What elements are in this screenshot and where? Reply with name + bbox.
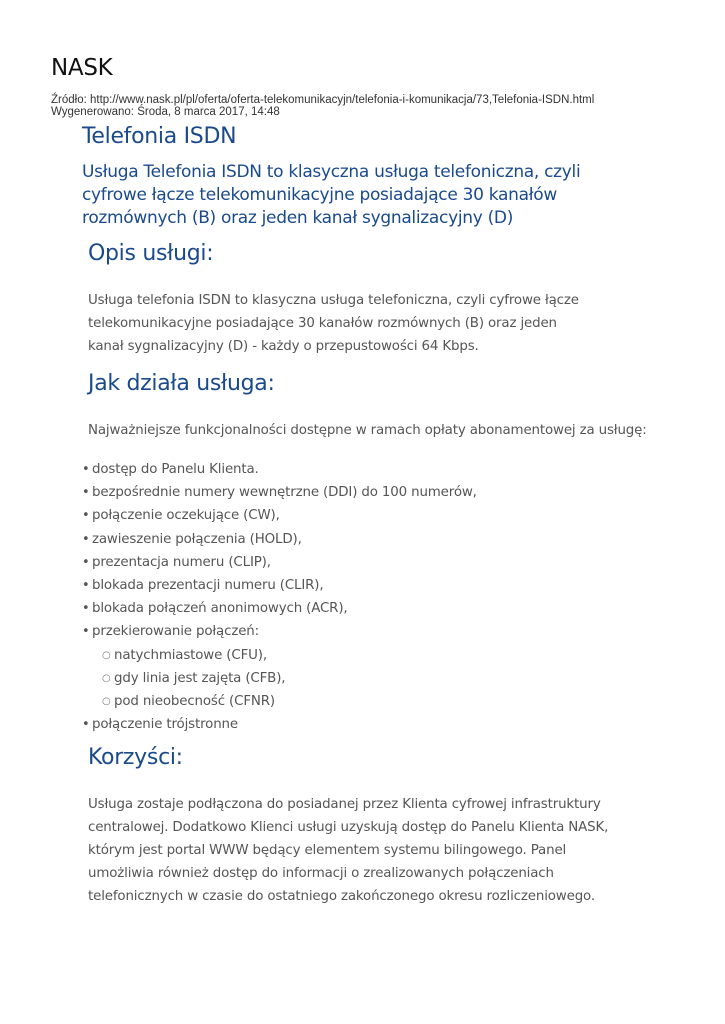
list-item-text: prezentacja numeru (CLIP), <box>92 554 271 570</box>
list-item <box>82 620 642 713</box>
list-item <box>82 481 642 504</box>
bullet-icon: • <box>82 578 90 594</box>
list-item <box>82 458 642 481</box>
page-title: Telefonia ISDN <box>82 124 237 149</box>
site-title: NASK <box>51 55 113 81</box>
sub-list-item-text: natychmiastowe (CFU), <box>114 647 267 663</box>
bullet-icon: • <box>82 624 90 640</box>
bullet-icon: • <box>82 508 90 524</box>
bullet-icon: • <box>82 554 90 570</box>
list-item-text: dostęp do Panelu Klienta. <box>92 462 259 477</box>
list-item <box>82 574 642 597</box>
list-item <box>82 528 642 551</box>
sub-list-item <box>102 667 642 690</box>
sub-list-item <box>102 690 642 713</box>
document-meta <box>51 94 594 118</box>
list-item-text: blokada połączeń anonimowych (ACR), <box>92 601 348 617</box>
section-heading-jak-dziala: Jak działa usługa: <box>88 371 275 396</box>
list-item-text: bezpośrednie numery wewnętrzne (DDI) do 100 numerów, <box>92 485 477 501</box>
sub-list-item-text: pod nieobecność (CFNR) <box>114 694 275 710</box>
bullet-icon: • <box>82 717 90 733</box>
lead-paragraph: Usługa Telefonia ISDN to klasyczna usługa telefoniczna, czyli cyfrowe łącze telekomunikacyjne posiadające 30 kanałów rozmównych (B) oraz jeden kanał sygnalizacyjny (D) <box>82 162 581 228</box>
article <box>82 122 662 904</box>
list-item-text: przekierowanie połączeń: <box>92 624 259 640</box>
bullet-icon: • <box>82 601 90 617</box>
source-line: Źródło: http://www.nask.pl/pl/oferta/oferta-telekomunikacyjn/telefonia-i-komunikacja/73,Telefonia-ISDN.html <box>51 94 595 106</box>
section-text-korzysci: Usługa zostaje podłączona do posiadanej przez Klienta cyfrowej infrastruktury centralowej. Dodatkowo Klienci usługi uzyskują dostęp do Panelu Klienta NASK, którym jest portal WWW będący elementem systemu bilingowego. Panel umożliwia również dostęp do informacji o zrealizowanych połączeniach telefonicznych w czasie do ostatniego zakończonego okresu rozliczeniowego. <box>88 797 609 904</box>
section-heading-opis: Opis usługi: <box>88 241 214 266</box>
bullet-icon: • <box>82 485 90 501</box>
bullet-icon: • <box>82 462 90 477</box>
section-intro-jak-dziala: Najważniejsze funkcjonalności dostępne w ramach opłaty abonamentowej za usługę: <box>88 423 647 438</box>
list-item <box>82 504 642 527</box>
circle-bullet-icon: ○ <box>102 672 111 684</box>
list-item-text: połączenie oczekujące (CW), <box>92 508 280 524</box>
bullet-icon: • <box>82 531 90 547</box>
circle-bullet-icon: ○ <box>102 696 111 708</box>
list-item <box>82 713 642 736</box>
generated-line: Wygenerowano: Środa, 8 marca 2017, 14:48 <box>51 106 280 118</box>
sub-list-item-text: gdy linia jest zajęta (CFB), <box>114 670 286 686</box>
features-list <box>82 458 642 736</box>
sub-list-item <box>102 644 642 667</box>
section-korzysci <box>82 744 648 908</box>
list-item-text: blokada prezentacji numeru (CLIR), <box>92 578 324 594</box>
section-jak-dziala <box>82 370 648 736</box>
section-heading-korzysci: Korzyści: <box>88 745 183 770</box>
list-item-text: połączenie trójstronne <box>92 717 238 733</box>
circle-bullet-icon: ○ <box>102 649 111 661</box>
list-item <box>82 551 642 574</box>
sub-features-list <box>82 644 642 714</box>
section-opis <box>82 240 648 358</box>
section-text-opis: Usługa telefonia ISDN to klasyczna usługa telefoniczna, czyli cyfrowe łącze telekomunikacyjne posiadające 30 kanałów rozmównych (B) oraz jeden kanał sygnalizacyjny (D) - każdy o przepustowości 64 Kbps. <box>88 293 579 354</box>
list-item <box>82 597 642 620</box>
list-item-text: zawieszenie połączenia (HOLD), <box>92 531 302 547</box>
